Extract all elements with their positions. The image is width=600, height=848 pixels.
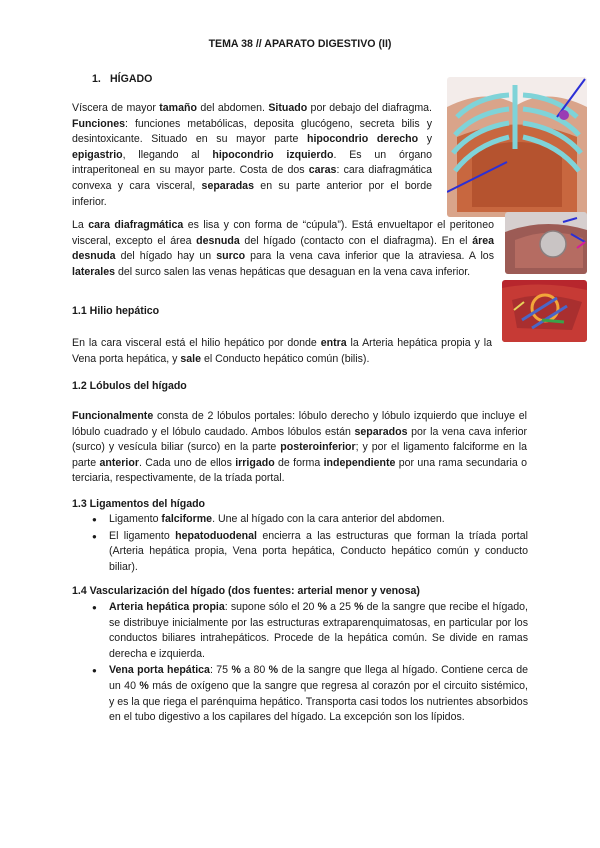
- section-number: 1.: [92, 73, 101, 85]
- list-item: ● El ligamento hepatoduodenal encierra a las estructuras que forman la tríada portal (Arteria hepática propia, Vena porta hepática, Conducto hepático común y conducto biliar).: [92, 529, 528, 576]
- paragraph-diaphragmatic-face: La cara diafragmática es lisa y con forma de “cúpula”). Está envueltapor el peritoneo visceral, excepto el área desnuda del hígado (contacto con el diafragma). En el área desnuda del hígado hay un surco para la vena cava inferior que la atraviesa. A los laterales del surco salen las venas hepáticas que desaguan en la vena cava inferior.: [72, 219, 494, 278]
- section-heading-higado: [92, 73, 152, 85]
- vascularizacion-list: [92, 600, 528, 727]
- paragraph-lobulos: Funcionalmente consta de 2 lóbulos portales: lóbulo derecho y lóbulo izquierdo que incluye el lóbulo cuadrado y el lóbulo caudado. Ambos lóbulos están separados por la vena cava inferior (surco) y vesícula biliar (surco) en la parte posteroinferior; y por el ligamento falciforme en la parte anterior. Cada uno de ellos irrigado de forma independiente por una rama secundaria o terciaria, respectivamente, de la tríada portal.: [72, 410, 527, 485]
- liver-bare-area-figure: [505, 212, 587, 274]
- ribcage-liver-figure: [447, 77, 587, 217]
- paragraph-liver-description: Víscera de mayor tamaño del abdomen. Situado por debajo del diafragma. Funciones: funciones metabólicas, deposita glucógeno, secreta bilis y desintoxicante. Situado en su mayor parte hipocondrio derecho y epigastrio, llegando al hipocondrio izquierdo. Es un órgano intraperitoneal en su mayor parte. Costa de dos caras: cara diafragmática convexa y cara visceral, separadas en su parte anterior por el borde inferior.: [72, 102, 433, 208]
- section-heading-hilio: 1.1 Hilio hepático: [72, 305, 160, 317]
- ligamentos-list: [92, 512, 528, 576]
- list-item: ● Vena porta hepática: 75 % a 80 % de la sangre que llega al hígado. Contiene cerca de un 40 % más de oxígeno que la sangre que regresa al corazón por el circuito sistémico, y es la que riega el parénquima hepático. Transporta casi todos los nutrientes absorbidos en el tubo digestivo a los capilares del hígado. La excepción son los lípidos.: [92, 663, 528, 725]
- list-item: ● Arteria hepática propia: supone sólo el 20 % a 25 % de la sangre que recibe el hígado, se distribuye inicialmente por las estructuras extraparenquimatosas, en particular por los conductos biliares intrahepáticos. Procede de la hepática común. Se divide en ramas derecha e izquierda.: [92, 600, 528, 662]
- paragraph-hilio: En la cara visceral está el hilio hepático por donde entra la Arteria hepática propia y la Vena porta hepática, y sale el Conducto hepático común (bilis).: [72, 337, 492, 365]
- section-heading-ligamentos: 1.3 Ligamentos del hígado: [72, 498, 206, 510]
- list-item: ● Ligamento falciforme. Une al hígado con la cara anterior del abdomen.: [92, 512, 528, 528]
- page-title: TEMA 38 // APARATO DIGESTIVO (II): [208, 38, 392, 50]
- liver-hilum-figure: [502, 280, 587, 342]
- section-title: HÍGADO: [110, 73, 153, 85]
- section-heading-vascularizacion: 1.4 Vascularización del hígado (dos fuentes: arterial menor y venosa): [72, 585, 420, 597]
- section-heading-lobulos: 1.2 Lóbulos del hígado: [72, 380, 187, 392]
